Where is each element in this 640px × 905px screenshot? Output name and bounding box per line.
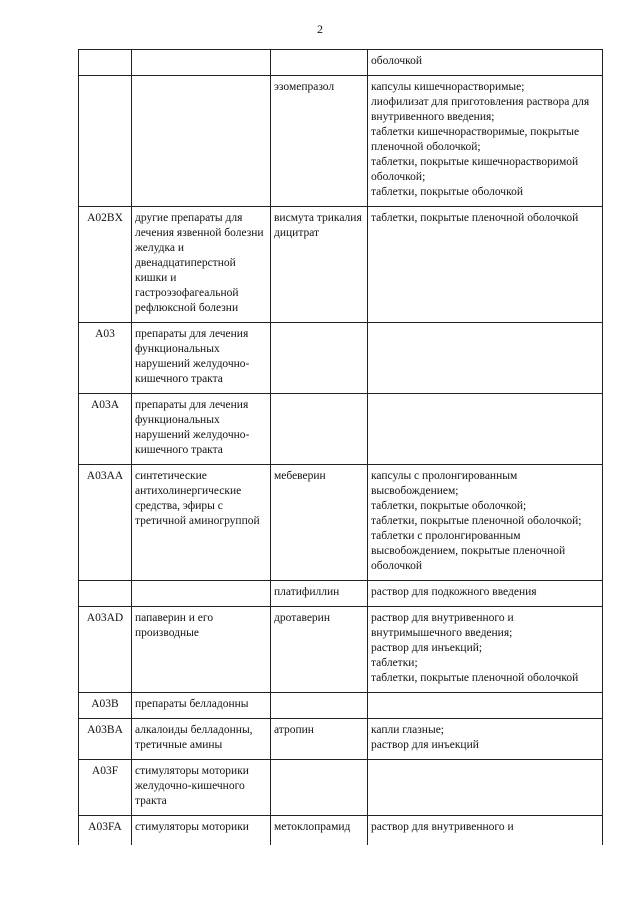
dosage-form-cell [368, 323, 603, 394]
table-row [79, 76, 603, 207]
dosage-form-cell: оболочкой [368, 50, 603, 76]
inn-cell: эзомепразол [271, 76, 368, 207]
dosage-form-cell [368, 760, 603, 816]
inn-cell [271, 50, 368, 76]
table-row [79, 581, 603, 607]
inn-cell [271, 760, 368, 816]
group-name-cell: препараты для лечения функциональных нарушений желудочно-кишечного тракта [132, 323, 271, 394]
inn-cell: мебеверин [271, 465, 368, 581]
dosage-form-cell: раствор для внутривенного и внутримышечного введения; раствор для инъекций; таблетки; таблетки, покрытые пленочной оболочкой [368, 607, 603, 693]
atc-code-cell: A03AA [79, 465, 132, 581]
inn-cell: метоклопрамид [271, 816, 368, 846]
group-name-cell: папаверин и его производные [132, 607, 271, 693]
page-number: 2 [317, 22, 323, 36]
table-row [79, 760, 603, 816]
inn-cell: дротаверин [271, 607, 368, 693]
inn-cell [271, 394, 368, 465]
atc-code-cell [79, 581, 132, 607]
table-row [79, 207, 603, 323]
inn-cell: платифиллин [271, 581, 368, 607]
dosage-form-cell: раствор для подкожного введения [368, 581, 603, 607]
table-row [79, 394, 603, 465]
atc-code-cell: A03 [79, 323, 132, 394]
atc-code-cell [79, 76, 132, 207]
table-row [79, 816, 603, 846]
atc-code-cell: A03A [79, 394, 132, 465]
group-name-cell: стимуляторы моторики желудочно-кишечного тракта [132, 760, 271, 816]
group-name-cell: другие препараты для лечения язвенной болезни желудка и двенадцатиперстной кишки и гастроэзофагеальной рефлюксной болезни [132, 207, 271, 323]
atc-code-cell: A03B [79, 693, 132, 719]
drug-classification-table [78, 49, 603, 845]
group-name-cell: алкалоиды белладонны, третичные амины [132, 719, 271, 760]
inn-cell [271, 323, 368, 394]
dosage-form-cell: капсулы кишечнорастворимые; лиофилизат для приготовления раствора для внутривенного введения; таблетки кишечнорастворимые, покрытые пленочной оболочкой; таблетки, покрытые кишечнорастворимой оболочкой; таблетки, покрытые оболочкой [368, 76, 603, 207]
atc-code-cell: A03AD [79, 607, 132, 693]
inn-cell: атропин [271, 719, 368, 760]
inn-cell: висмута трикалия дицитрат [271, 207, 368, 323]
table-row [79, 607, 603, 693]
table-row [79, 719, 603, 760]
atc-code-cell: A03BA [79, 719, 132, 760]
table-row [79, 50, 603, 76]
group-name-cell: синтетические антихолинергические средства, эфиры с третичной аминогруппой [132, 465, 271, 581]
group-name-cell [132, 76, 271, 207]
atc-code-cell [79, 50, 132, 76]
dosage-form-cell: раствор для внутривенного и [368, 816, 603, 846]
dosage-form-cell [368, 394, 603, 465]
dosage-form-cell: капсулы с пролонгированным высвобождением; таблетки, покрытые оболочкой; таблетки, покрытые пленочной оболочкой; таблетки с пролонгированным высвобождением, покрытые пленочной оболочкой [368, 465, 603, 581]
table-row [79, 693, 603, 719]
dosage-form-cell: таблетки, покрытые пленочной оболочкой [368, 207, 603, 323]
inn-cell [271, 693, 368, 719]
table-row [79, 465, 603, 581]
dosage-form-cell: капли глазные; раствор для инъекций [368, 719, 603, 760]
group-name-cell: препараты для лечения функциональных нарушений желудочно-кишечного тракта [132, 394, 271, 465]
atc-code-cell: A03FA [79, 816, 132, 846]
atc-code-cell: A02BX [79, 207, 132, 323]
group-name-cell: стимуляторы моторики [132, 816, 271, 846]
group-name-cell [132, 50, 271, 76]
atc-code-cell: A03F [79, 760, 132, 816]
dosage-form-cell [368, 693, 603, 719]
group-name-cell: препараты белладонны [132, 693, 271, 719]
table-row [79, 323, 603, 394]
group-name-cell [132, 581, 271, 607]
